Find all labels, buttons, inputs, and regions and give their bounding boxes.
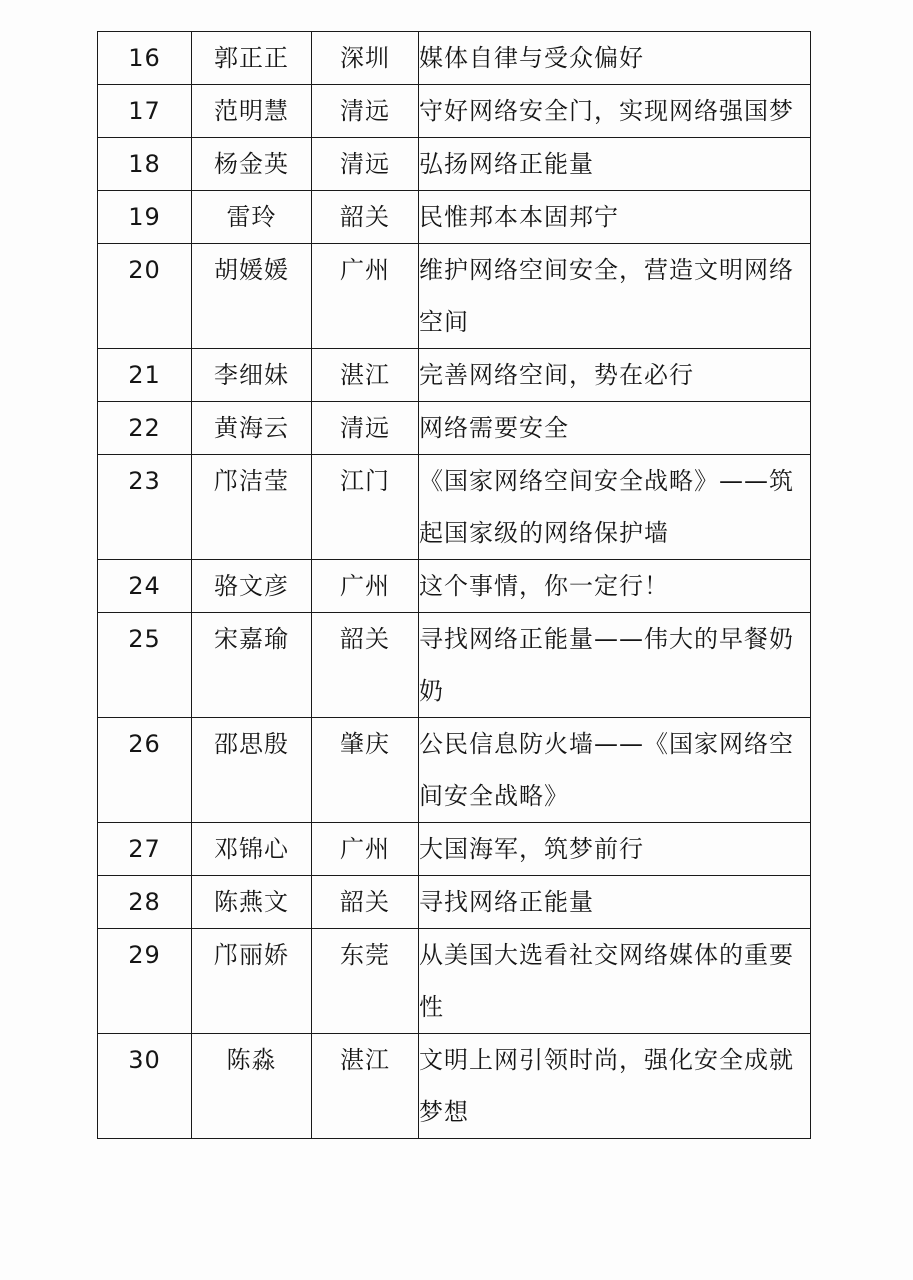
participant-city: 广州 xyxy=(312,560,419,613)
article-title: 弘扬网络正能量 xyxy=(419,138,811,191)
article-title: 维护网络空间安全，营造文明网络空间 xyxy=(419,244,811,349)
table-row xyxy=(98,876,811,929)
row-number: 18 xyxy=(98,138,192,191)
participant-city: 清远 xyxy=(312,402,419,455)
row-number: 29 xyxy=(98,929,192,1034)
table-row xyxy=(98,929,811,1034)
table-row xyxy=(98,191,811,244)
article-title: 完善网络空间，势在必行 xyxy=(419,349,811,402)
participant-name: 邓锦心 xyxy=(192,823,312,876)
participant-city: 韶关 xyxy=(312,613,419,718)
row-number: 25 xyxy=(98,613,192,718)
article-title: 民惟邦本本固邦宁 xyxy=(419,191,811,244)
table-row xyxy=(98,85,811,138)
table-row xyxy=(98,560,811,613)
participant-name: 邝洁莹 xyxy=(192,455,312,560)
row-number: 16 xyxy=(98,32,192,85)
article-title: 文明上网引领时尚，强化安全成就梦想 xyxy=(419,1034,811,1139)
participant-name: 邵思殷 xyxy=(192,718,312,823)
participant-name: 胡媛媛 xyxy=(192,244,312,349)
participant-name: 宋嘉瑜 xyxy=(192,613,312,718)
row-number: 28 xyxy=(98,876,192,929)
row-number: 22 xyxy=(98,402,192,455)
table-row xyxy=(98,402,811,455)
article-title: 公民信息防火墙——《国家网络空间安全战略》 xyxy=(419,718,811,823)
participant-name: 雷玲 xyxy=(192,191,312,244)
participant-city: 韶关 xyxy=(312,876,419,929)
table-row xyxy=(98,718,811,823)
participant-city: 韶关 xyxy=(312,191,419,244)
participant-city: 湛江 xyxy=(312,349,419,402)
table-row xyxy=(98,349,811,402)
table-row xyxy=(98,613,811,718)
participant-city: 湛江 xyxy=(312,1034,419,1139)
table-row xyxy=(98,32,811,85)
participant-name: 骆文彦 xyxy=(192,560,312,613)
article-title: 《国家网络空间安全战略》——筑起国家级的网络保护墙 xyxy=(419,455,811,560)
article-title: 大国海军，筑梦前行 xyxy=(419,823,811,876)
row-number: 23 xyxy=(98,455,192,560)
row-number: 17 xyxy=(98,85,192,138)
participant-city: 东莞 xyxy=(312,929,419,1034)
participant-name: 陈淼 xyxy=(192,1034,312,1139)
participant-city: 广州 xyxy=(312,244,419,349)
article-title: 寻找网络正能量 xyxy=(419,876,811,929)
row-number: 26 xyxy=(98,718,192,823)
article-title: 媒体自律与受众偏好 xyxy=(419,32,811,85)
participant-table-body xyxy=(98,32,811,1139)
participant-city: 清远 xyxy=(312,138,419,191)
article-title: 守好网络安全门，实现网络强国梦 xyxy=(419,85,811,138)
participant-name: 杨金英 xyxy=(192,138,312,191)
table-row xyxy=(98,138,811,191)
participant-table xyxy=(97,31,811,1139)
row-number: 27 xyxy=(98,823,192,876)
participant-city: 肇庆 xyxy=(312,718,419,823)
table-row xyxy=(98,823,811,876)
participant-city: 深圳 xyxy=(312,32,419,85)
participant-city: 广州 xyxy=(312,823,419,876)
row-number: 19 xyxy=(98,191,192,244)
row-number: 20 xyxy=(98,244,192,349)
participant-city: 清远 xyxy=(312,85,419,138)
participant-name: 李细妹 xyxy=(192,349,312,402)
row-number: 21 xyxy=(98,349,192,402)
participant-name: 陈燕文 xyxy=(192,876,312,929)
article-title: 这个事情，你一定行！ xyxy=(419,560,811,613)
article-title: 网络需要安全 xyxy=(419,402,811,455)
row-number: 24 xyxy=(98,560,192,613)
row-number: 30 xyxy=(98,1034,192,1139)
participant-name: 黄海云 xyxy=(192,402,312,455)
table-row xyxy=(98,1034,811,1139)
participant-name: 郭正正 xyxy=(192,32,312,85)
participant-name: 邝丽娇 xyxy=(192,929,312,1034)
article-title: 寻找网络正能量——伟大的早餐奶奶 xyxy=(419,613,811,718)
table-row xyxy=(98,244,811,349)
table-row xyxy=(98,455,811,560)
participant-city: 江门 xyxy=(312,455,419,560)
article-title: 从美国大选看社交网络媒体的重要性 xyxy=(419,929,811,1034)
participant-name: 范明慧 xyxy=(192,85,312,138)
